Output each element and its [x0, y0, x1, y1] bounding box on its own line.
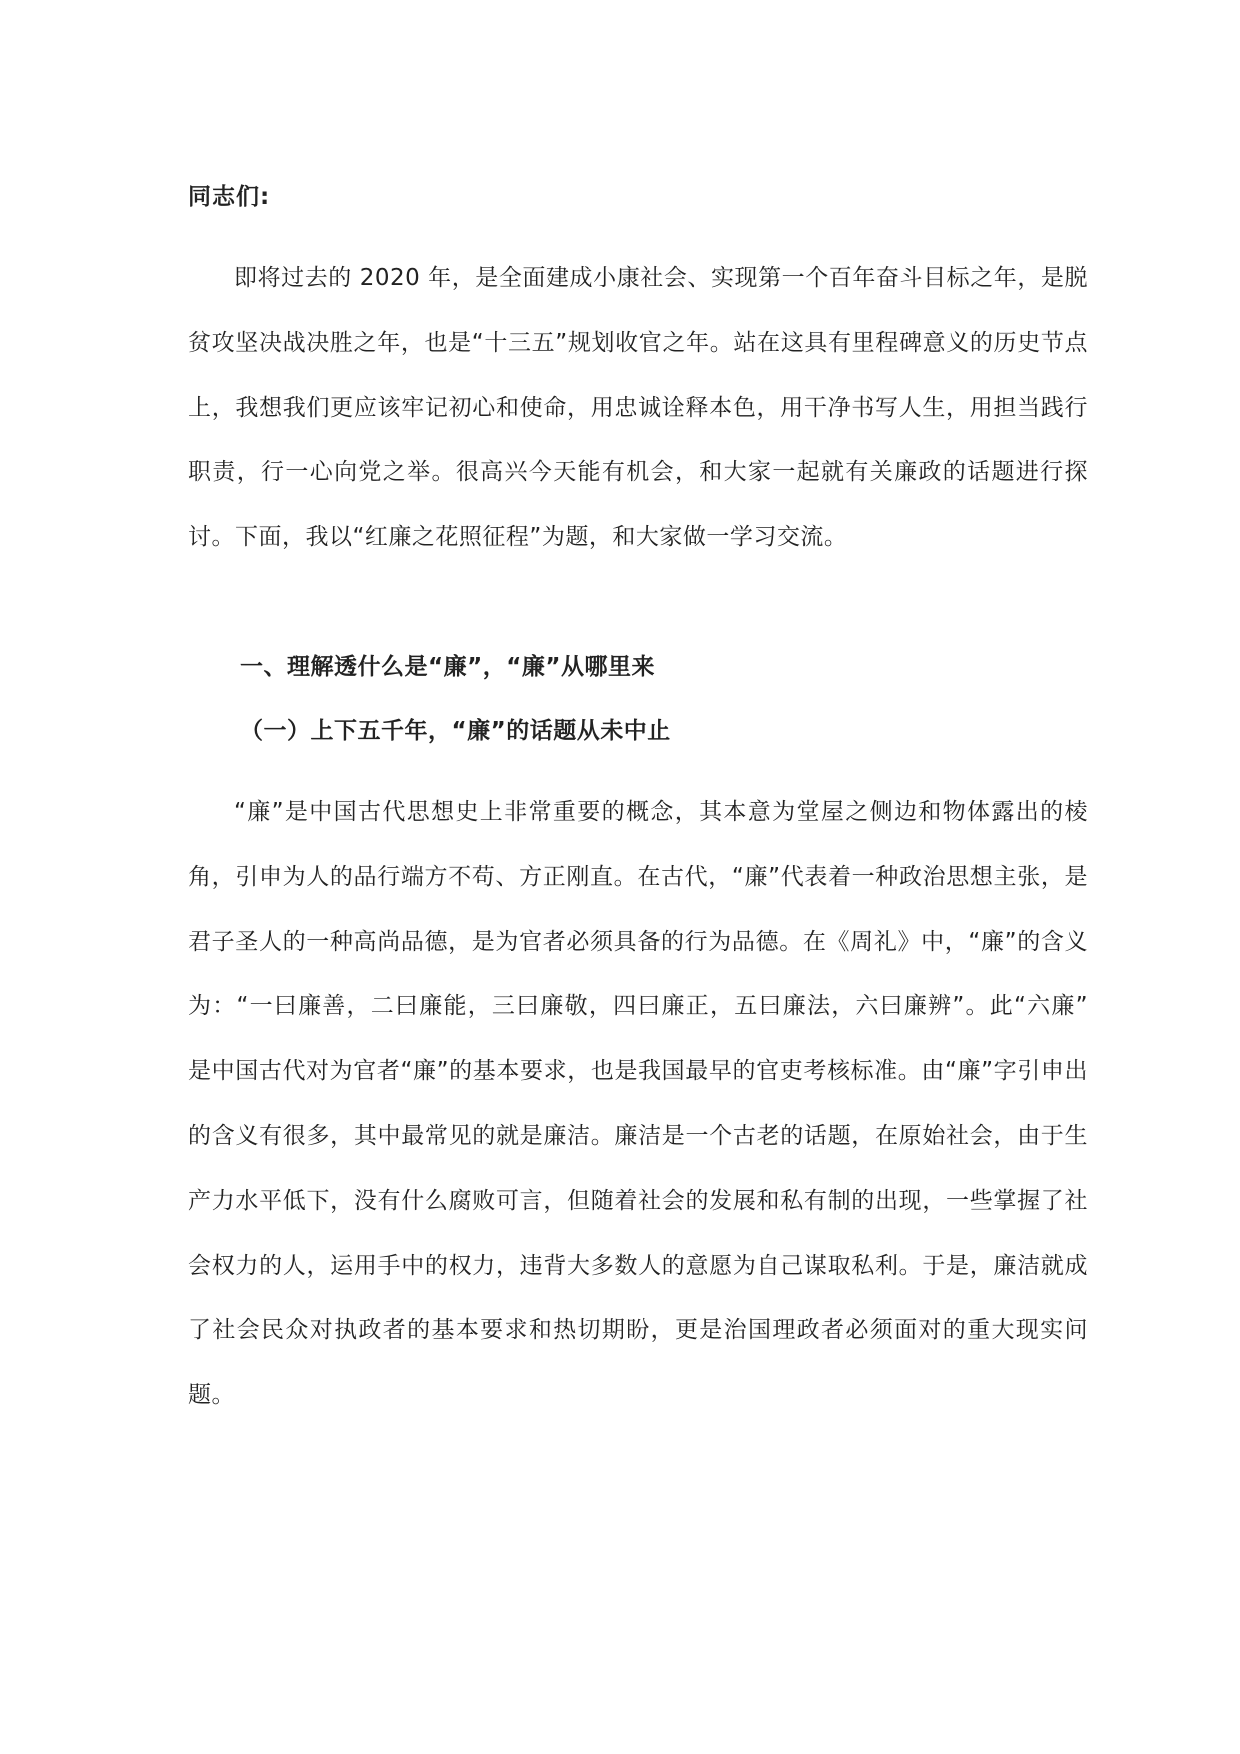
section-heading: 一、理解透什么是“廉”，“廉”从哪里来 [240, 654, 655, 680]
lian-concept-paragraph: “廉”是中国古代思想史上非常重要的概念，其本意为堂屋之侧边和物体露出的棱角，引申为人的品行端方不苟、方正刚直。在古代，“廉”代表着一种政治思想主张，是君子圣人的一种高尚品德，是为官者必须具备的行为品德。在《周礼》中，“廉”的含义为：“一曰廉善，二曰廉能，三曰廉敬，四曰廉正，五曰廉法，六曰廉辨”。此“六廉” 是中国古代对为官者“廉”的基本要求，也是我国最早的官吏考核标准。由“廉”字引申出的含义有很多，其中最常见的就是廉洁。廉洁是一个古老的话题，在原始社会，由于生产力水平低下，没有什么腐败可言，但随着社会的发展和私有制的出现，一些掌握了社会权力的人，运用手中的权力，违背大多数人的意愿为自己谋取私利。于是，廉洁就成了社会民众对执政者的基本要求和热切期盼，更是治国理政者必须面对的重大现实问题。 [188, 799, 1088, 1409]
subsection-heading: （一）上下五千年，“廉”的话题从未中止 [240, 718, 671, 744]
intro-paragraph: 即将过去的 2020 年，是全面建成小康社会、实现第一个百年奋斗目标之年，是脱贫攻坚决战决胜之年，也是“十三五”规划收官之年。站在这具有里程碑意义的历史节点上，我想我们更应该牢记初心和使命，用忠诚诠释本色，用干净书写人生，用担当践行职责，行一心向党之举。很高兴今天能有机会，和大家一起就有关廉政的话题进行探讨。下面，我以“红廉之花照征程”为题，和大家做一学习交流。 [188, 265, 1088, 551]
salutation: 同志们: [188, 184, 271, 210]
